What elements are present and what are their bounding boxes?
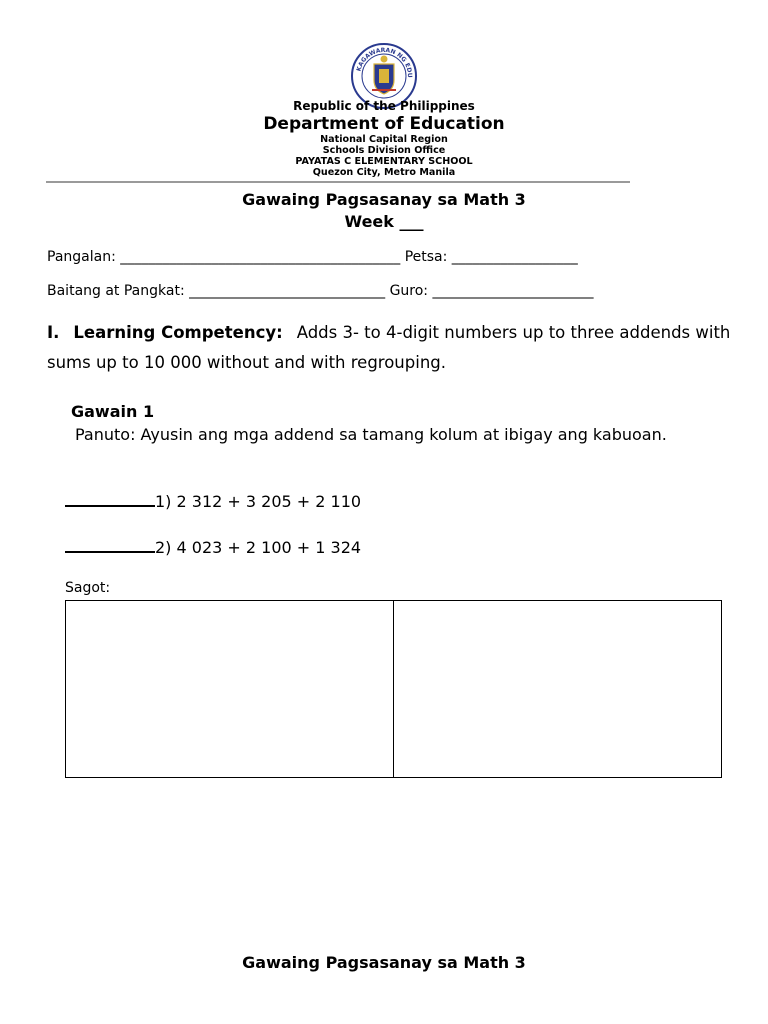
department-heading: Department of Education [263, 114, 505, 134]
header-divider [46, 181, 630, 183]
problem-text-1: 1) 2 312 + 3 205 + 2 110 [155, 492, 362, 511]
division-heading: Schools Division Office [322, 145, 446, 156]
answer-label: Sagot: [65, 580, 111, 596]
answer-cell-1[interactable] [66, 601, 393, 777]
footer-worksheet-title: Gawaing Pagsasanay sa Math 3 [242, 953, 526, 972]
republic-heading: Republic of the Philippines [293, 99, 475, 113]
competency-number: I. [47, 323, 60, 342]
name-date-fields[interactable]: Pangalan: ________________________________________ Petsa: __________________ [47, 249, 578, 265]
region-heading: National Capital Region [320, 134, 448, 145]
competency-label: Learning Competency: [73, 323, 283, 342]
school-heading: PAYATAS C ELEMENTARY SCHOOL [295, 156, 473, 167]
answer-blank-2[interactable] [65, 539, 155, 553]
grade-teacher-fields[interactable]: Baitang at Pangkat: ____________________________ Guro: _______________________ [47, 283, 594, 299]
activity-title: Gawain 1 [71, 402, 155, 421]
problem-item-2 [65, 538, 361, 557]
competency-text: Adds 3- to 4-digit numbers up to three addends with sums up to 10 000 without and with regrouping. [47, 323, 731, 372]
answer-cell-2[interactable] [393, 601, 721, 777]
problem-item-1 [65, 492, 361, 511]
worksheet-title: Gawaing Pagsasanay sa Math 3 [242, 190, 526, 209]
seal-text: KAGAWARAN NG EDU [355, 46, 414, 78]
week-line: Week ___ [344, 212, 424, 231]
activity-instruction: Panuto: Ayusin ang mga addend sa tamang kolum at ibigay ang kabuoan. [75, 425, 667, 444]
city-heading: Quezon City, Metro Manila [312, 167, 456, 178]
answer-blank-1[interactable] [65, 493, 155, 507]
answer-table [65, 600, 722, 778]
learning-competency [47, 318, 737, 378]
problem-text-2: 2) 4 023 + 2 100 + 1 324 [155, 538, 362, 557]
